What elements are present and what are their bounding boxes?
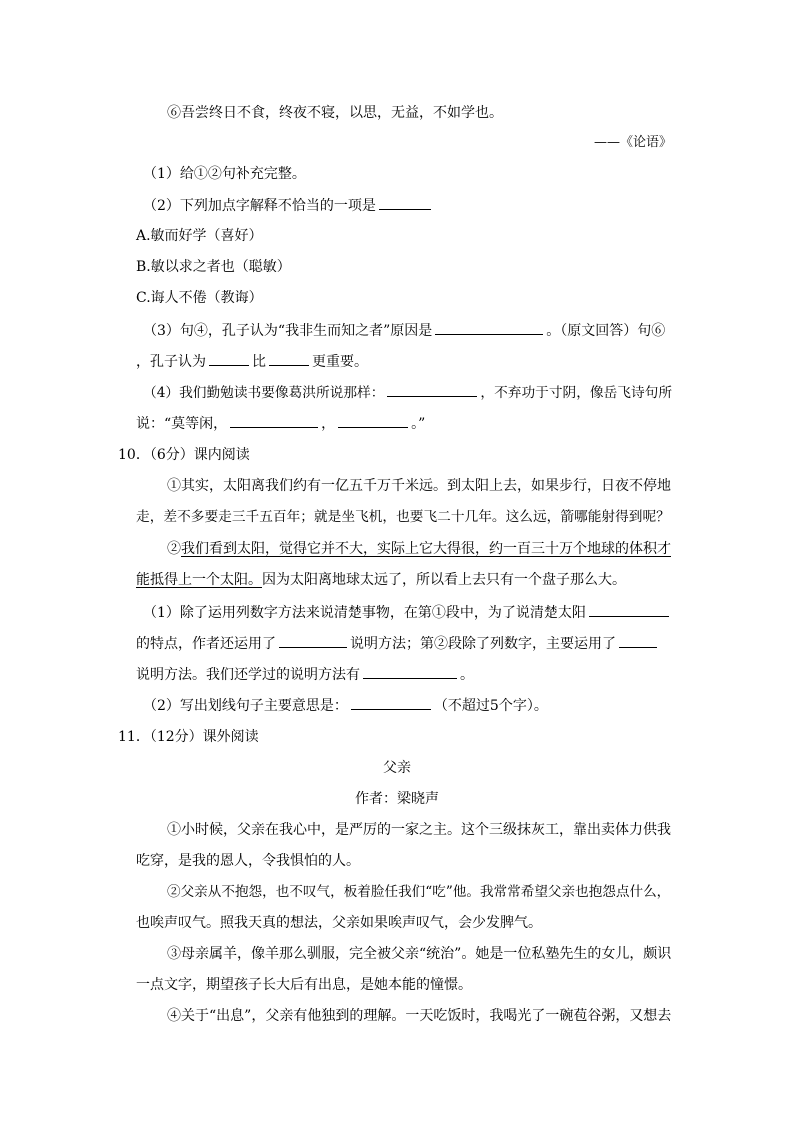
answer-blank [379,195,431,210]
text: （2）下列加点字解释不恰当的一项是 [143,198,376,214]
text-line: A.敏而好学（喜好） [136,228,263,244]
answer-blank [619,633,657,648]
text: ， [321,416,336,432]
text-line [136,351,368,372]
text-line [167,539,671,559]
text-line: ④关于“出息”，父亲有他独到的理解。一天吃饭时，我喝光了一碗苞谷粥，又想去 [167,1008,672,1024]
text: 说：“莫等闲， [136,416,228,432]
answer-blank [435,320,543,335]
answer-blank [209,351,249,366]
answer-blank [338,413,408,428]
text: 更重要。 [312,354,368,370]
text-line: B.敏以求之者也（聪敏） [136,259,291,275]
text-line: ①小时候，父亲在我心中，是严厉的一家之主。这个三级抹灰工，靠出卖体力供我 [167,822,671,838]
article-author: 作者：梁晓声 [355,791,439,807]
text: 因为太阳离地球太远了，所以看上去只有一个盘子那么大。 [262,572,626,588]
text-line: ③母亲属羊，像羊那么驯服，完全被父亲“统治”。她是一位私塾先生的女儿，颇识 [167,946,672,962]
text-line [143,382,672,403]
text: 。（原文回答）句⑥ [546,323,666,339]
article-title: 父亲 [383,760,411,776]
underlined-sentence: 我们看到太阳，觉得它并不大，实际上它大得很，约一百三十万个地球的体积才 [181,541,671,557]
text: ② [167,541,181,557]
question-heading: 11．（12分）课外阅读 [118,729,259,745]
text-line: ——《论语》 [594,135,673,150]
text-line [143,195,434,216]
text: （不超过5个字）。 [433,698,548,714]
text-line [136,413,425,434]
text-line: （1）给①②句补充完整。 [143,166,306,182]
answer-blank [589,602,669,617]
answer-blank [351,695,431,710]
text-line: 走，差不多要走三千五百年；就是坐飞机，也要飞二十几年。这么远，箭哪能射得到呢？ [136,509,670,525]
text-line: 吃穿，是我的恩人，令我惧怕的人。 [136,853,360,869]
text: （1）除了运用列数字方法来说清楚事物，在第①段中，为了说清楚太阳 [143,605,586,621]
text: 说明方法。我们还学过的说明方法有 [136,667,360,683]
answer-blank [387,382,477,397]
answer-blank [269,351,309,366]
text: ，不弃功于寸阴，像岳飞诗句所 [480,385,673,401]
text-line [136,664,474,685]
text-line [143,602,672,623]
answer-blank [363,664,457,679]
text-line: 也唉声叹气。照我天真的想法，父亲如果唉声叹气，会少发脾气。 [136,915,542,931]
underlined-sentence: 能抵得上一个太阳。 [136,572,262,588]
question-heading: 10．（6分）课内阅读 [118,447,250,463]
text: ，孔子认为 [136,354,206,370]
text: 的特点，作者还运用了 [136,636,276,652]
text: （4）我们勤勉读书要像葛洪所说那样： [143,385,385,401]
text: 比 [252,354,266,370]
text-line: 一点文字，期望孩子长大后有出息，是她本能的憧憬。 [136,977,472,993]
text-line: C.诲人不倦（教诲） [136,290,263,306]
text: 说明方法；第②段除了列数字，主要运用了 [350,636,616,652]
text-line [143,695,548,716]
text-line: ⑥吾尝终日不食，终夜不寝，以思，无益，不如学也。 [167,105,503,121]
text-line [143,320,665,341]
text: 。” [411,416,426,432]
text: （3）句④，孔子认为“我非生而知之者”原因是 [143,323,433,339]
text-line: ①其实，太阳离我们约有一亿五千万千米远。到太阳上去，如果步行，日夜不停地 [167,478,671,494]
text-line [136,570,626,590]
text-line: ②父亲从不抱怨，也不叹气，板着脸任我们“吃”他。我常常希望父亲也抱怨点什么， [167,884,671,900]
text-line [136,633,660,654]
text: （2）写出划线句子主要意思是： [143,698,348,714]
answer-blank [230,413,318,428]
text: 。 [460,667,474,683]
answer-blank [279,633,347,648]
